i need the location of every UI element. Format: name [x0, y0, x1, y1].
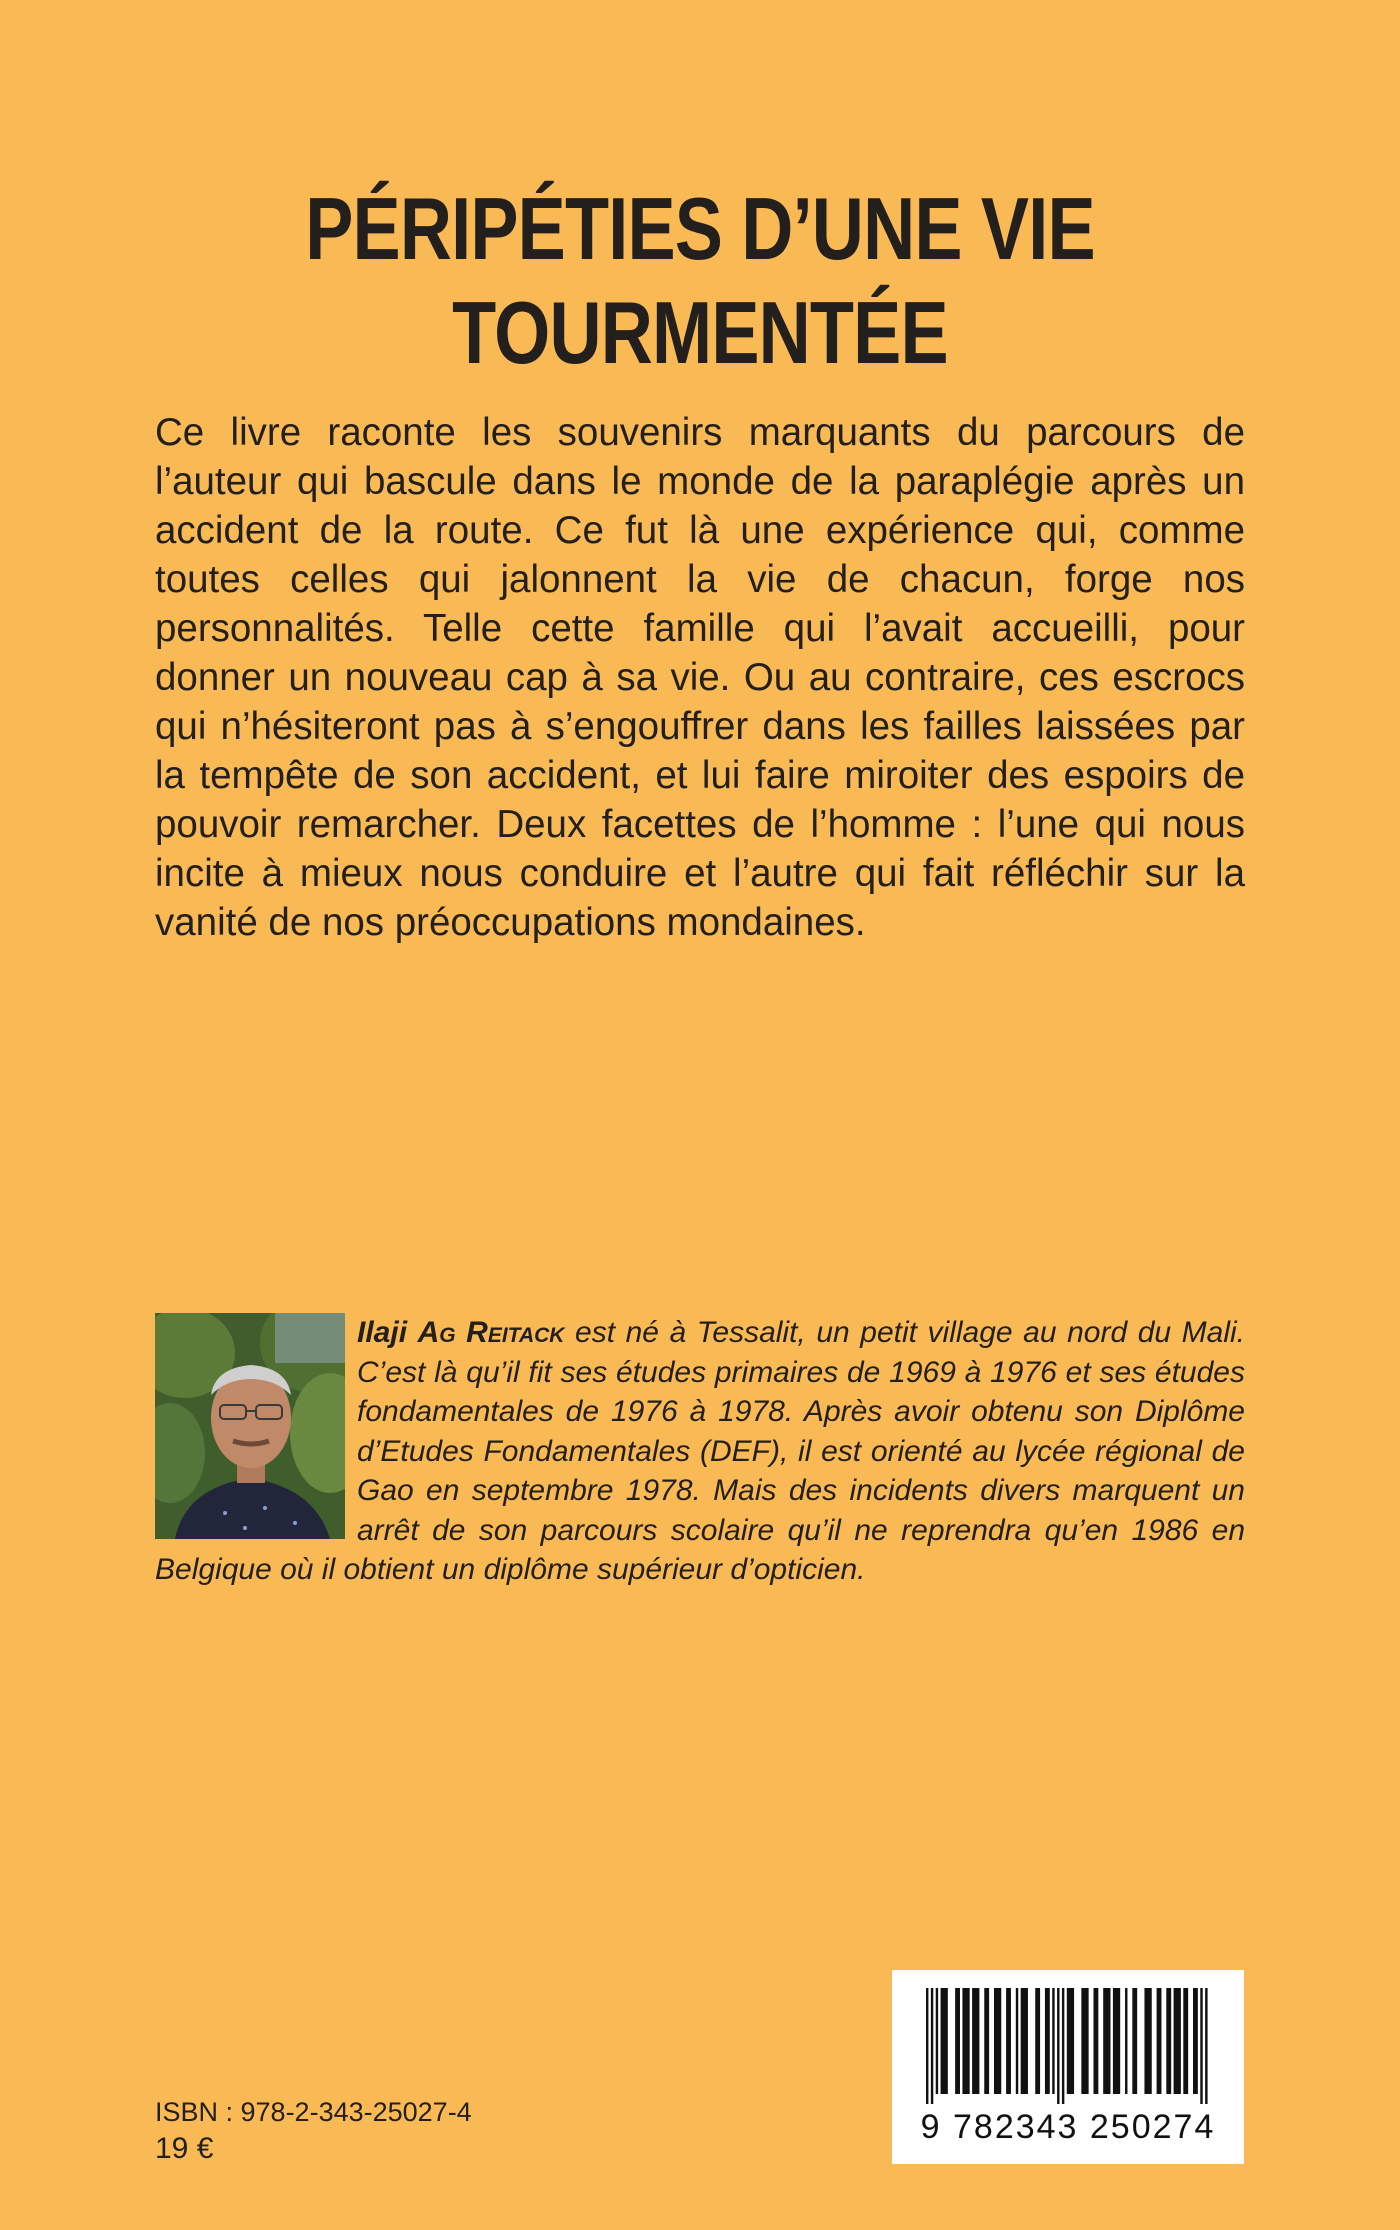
barcode-bar — [1183, 1988, 1188, 2094]
author-name — [357, 1316, 564, 1349]
barcode-bar — [1132, 1988, 1137, 2094]
barcode-guard-bar — [1057, 1988, 1059, 2104]
barcode-bar — [994, 1988, 1001, 2094]
barcode-bar — [1035, 1988, 1040, 2094]
barcode-bar — [1103, 1988, 1110, 2094]
barcode-bar — [1006, 1988, 1011, 2094]
barcode-bar — [1045, 1988, 1050, 2094]
barcode-bar — [1093, 1988, 1098, 2094]
barcode-bar — [1113, 1988, 1120, 2094]
book-title — [208, 177, 1192, 385]
photo-spacer — [155, 1313, 351, 1541]
barcode-bar — [1144, 1988, 1151, 2094]
barcode-bars — [926, 1988, 1210, 2104]
barcode-bar — [1193, 1988, 1198, 2094]
author-bio — [155, 1313, 1245, 1590]
title-line-2: TOURMENTÉE — [452, 282, 948, 382]
barcode-bar — [1052, 1988, 1054, 2094]
barcode-bar — [1166, 1988, 1171, 2094]
author-last-name: Ag Reitack — [417, 1316, 565, 1349]
author-first-name: Ilaji — [357, 1316, 408, 1349]
barcode-bar — [1157, 1988, 1162, 2094]
book-summary: Ce livre raconte les souvenirs marquants du parcours de l’auteur qui bascule dans le monde de la paraplégie après un accident de la route. Ce fut là une expérience qui, comme toutes celles qui jalonnent la vie de chacun, forge nos personnalités. Telle cette famille qui l’avait accueilli, pour donner un nouveau cap à sa vie. Ou au contraire, ces escrocs qui n’hésiteront pas à s’engouffrer dans les failles laissées par la tempête de son accident, et lui faire miroiter des espoirs de pouvoir remarcher. Deux facettes de l’homme : l’une qui nous incite à mieux nous conduire et l’autre qui fait réfléchir sur la vanité de nos préoccupations mondaines. — [155, 411, 1245, 944]
barcode-bar — [962, 1988, 969, 2094]
isbn: ISBN : 978-2-343-25027-4 — [155, 2097, 472, 2127]
barcode-bar — [972, 1988, 979, 2094]
barcode-guard-bar — [1062, 1988, 1064, 2104]
barcode-bar — [955, 1988, 960, 2094]
title-line-1: PÉRIPÉTIES D’UNE VIE — [305, 178, 1095, 278]
price: 19 € — [155, 2132, 214, 2165]
barcode-bar — [1016, 1988, 1018, 2094]
barcode-guard-bar — [931, 1988, 933, 2104]
barcode-bar — [1081, 1988, 1088, 2094]
barcode-guard-bar — [926, 1988, 928, 2104]
barcode-guard-bar — [1200, 1988, 1202, 2104]
barcode-bar — [941, 1988, 948, 2094]
barcode-bar — [1125, 1988, 1127, 2094]
barcode-digits: 9 782343 250274 — [920, 2108, 1216, 2146]
barcode-bar — [1174, 1988, 1181, 2094]
barcode — [892, 1970, 1244, 2164]
barcode-bar — [936, 1988, 938, 2094]
barcode-bar — [1021, 1988, 1028, 2094]
author-bio-text: est né à Tessalit, un petit village au nord du Mali. C’est là qu’il fit ses études primaires de 1969 à 1976 et ses études fondamentales de 1976 à 1978. Après avoir obtenu son Diplôme d’Etudes Fondamentales (DEF), il est orienté au lycée régional de Gao en septembre 1978. Mais des incidents divers marquent un arrêt de son parcours scolaire qu’il ne reprendra qu’en 1986 en Belgique où il obtient un diplôme supérieur d’opticien. — [155, 1316, 1245, 1586]
barcode-bar — [1067, 1988, 1074, 2094]
barcode-guard-bar — [1205, 1988, 1207, 2104]
barcode-bar — [984, 1988, 989, 2094]
